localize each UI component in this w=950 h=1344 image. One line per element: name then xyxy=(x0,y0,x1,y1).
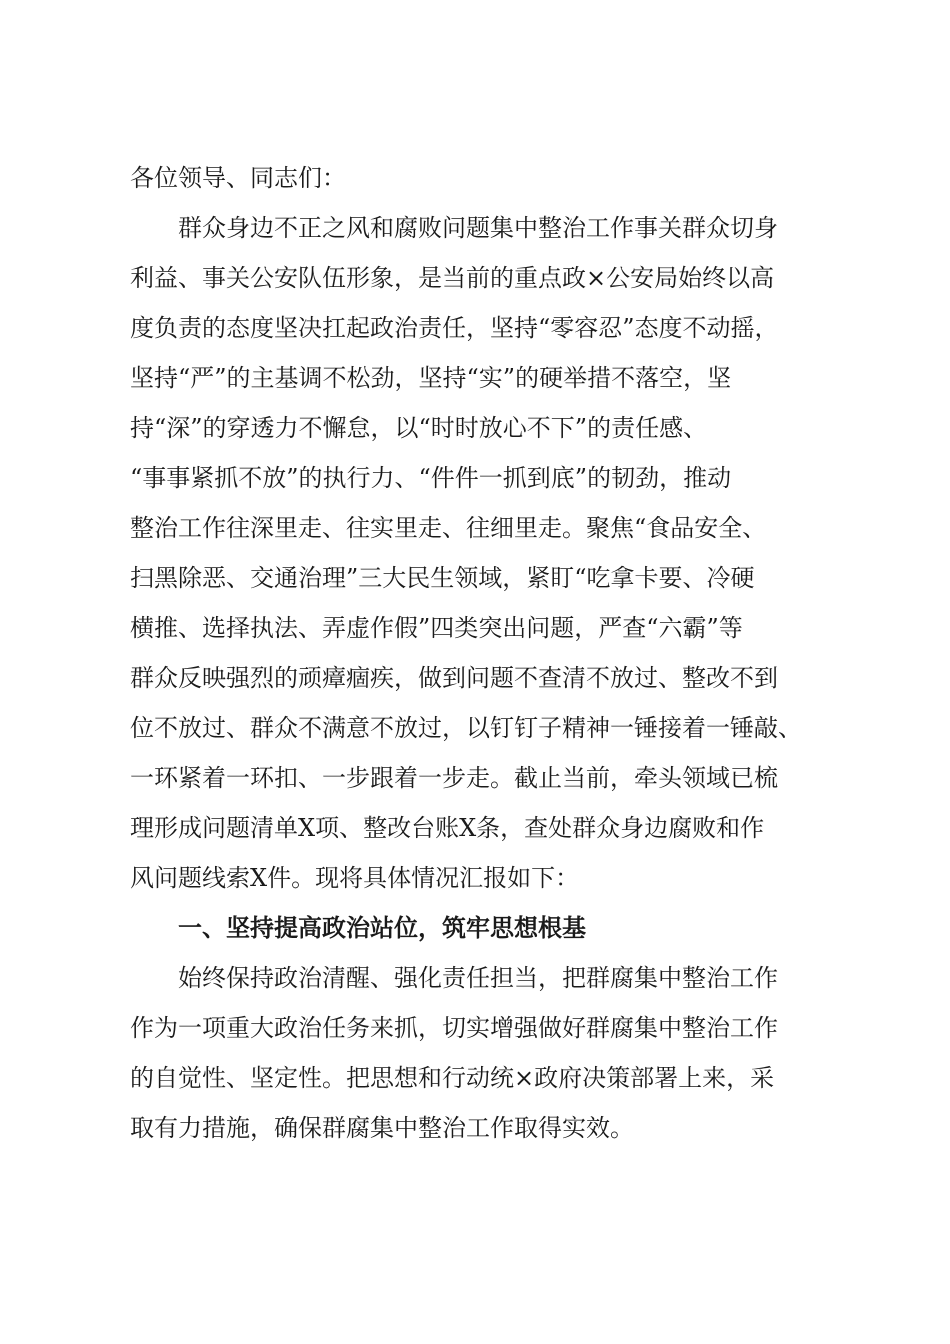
paragraph-line: 持“深”的穿透力不懈怠，以“时时放心不下”的责任感、 xyxy=(130,414,708,442)
paragraph-line: 作为一项重大政治任务来抓，切实增强做好群腐集中整治工作 xyxy=(130,1014,778,1042)
paragraph-line: “事事紧抓不放”的执行力、“件件一抓到底”的韧劲，推动 xyxy=(130,464,732,492)
paragraph-line: 群众身边不正之风和腐败问题集中整治工作事关群众切身 xyxy=(178,214,778,242)
section-heading: 一、坚持提高政治站位，筑牢思想根基 xyxy=(178,914,586,942)
paragraph-line: 利益、事关公安队伍形象，是当前的重点政×公安局始终以高 xyxy=(130,264,775,292)
paragraph-line: 横推、选择执法、弄虚作假”四类突出问题，严查“六霸”等 xyxy=(130,614,743,642)
paragraph-line: 取有力措施，确保群腐集中整治工作取得实效。 xyxy=(130,1114,634,1142)
paragraph-line: 群众反映强烈的顽瘴痼疾，做到问题不查清不放过、整改不到 xyxy=(130,664,778,692)
paragraph-line: 始终保持政治清醒、强化责任担当，把群腐集中整治工作 xyxy=(178,964,778,992)
paragraph-line: 坚持“严”的主基调不松劲，坚持“实”的硬举措不落空，坚 xyxy=(130,364,732,392)
paragraph-line: 整治工作往深里走、往实里走、往细里走。聚焦“食品安全、 xyxy=(130,514,767,542)
paragraph-line: 理形成问题清单X项、整改台账X条，查处群众身边腐败和作 xyxy=(130,814,765,842)
salutation: 各位领导、同志们： xyxy=(130,164,346,192)
paragraph-line: 一环紧着一环扣、一步跟着一步走。截止当前，牵头领域已梳 xyxy=(130,764,778,792)
paragraph-line: 度负责的态度坚决扛起政治责任，坚持“零容忍”态度不动摇， xyxy=(130,314,779,342)
paragraph-line: 的自觉性、坚定性。把思想和行动统×政府决策部署上来，采 xyxy=(130,1064,775,1092)
paragraph-line: 扫黑除恶、交通治理”三大民生领域，紧盯“吃拿卡要、冷硬 xyxy=(130,564,755,592)
paragraph-line: 位不放过、群众不满意不放过，以钉钉子精神一锤接着一锤敲、 xyxy=(130,714,802,742)
paragraph-line: 风问题线索X件。现将具体情况汇报如下： xyxy=(130,864,580,892)
